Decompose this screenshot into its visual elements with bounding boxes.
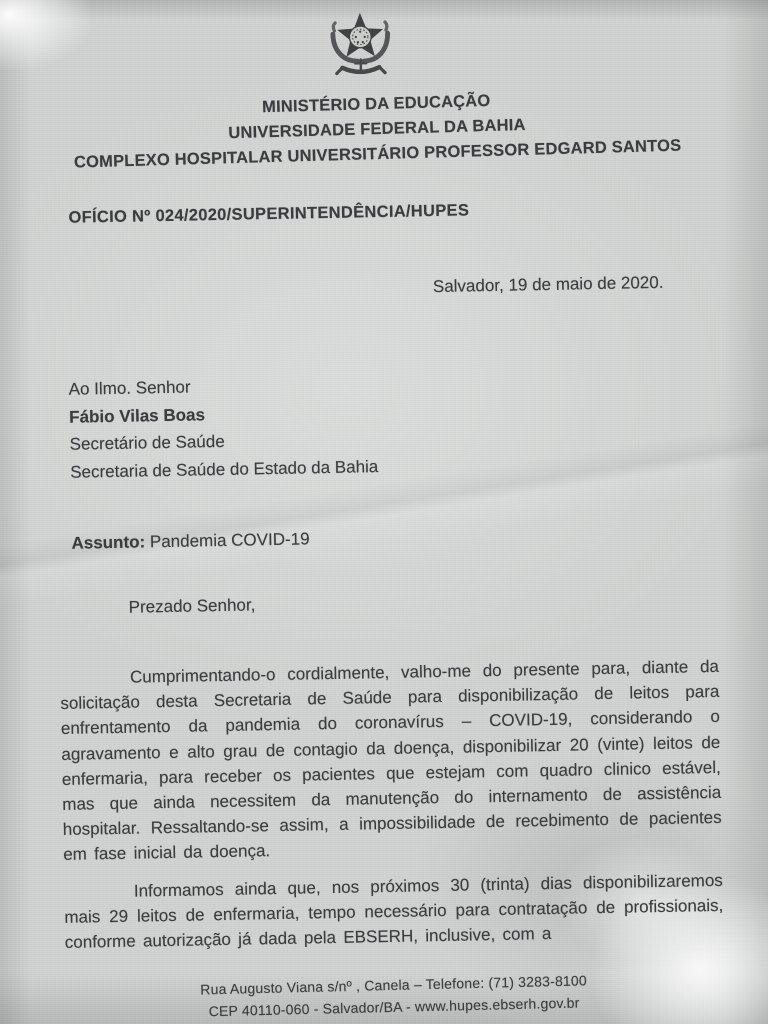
recipient-salute: Ao Ilmo. Senhor <box>68 377 191 399</box>
subject-line <box>71 529 309 553</box>
footer-cep-website: CEP 40110-060 - Salvador/BA - www.hupes.ebserh.gov.br <box>208 994 580 1020</box>
recipient-name: Fábio Vilas Boas <box>69 404 206 427</box>
recipient-role: Secretário de Saúde <box>69 431 225 454</box>
organization-header <box>26 82 728 177</box>
subject-label: Assunto: <box>71 532 146 553</box>
recipient-organization: Secretaria de Saúde do Estado da Bahia <box>70 456 379 482</box>
university-name: UNIVERSIDADE FEDERAL DA BAHIA <box>228 115 526 143</box>
letter-body <box>60 654 724 967</box>
footer-address: Rua Augusto Viana s/nº , Canela – Telefone: (71) 3283-8100 <box>200 972 588 998</box>
letterhead-footer <box>48 966 739 1024</box>
body-paragraph: Informamos ainda que, nos próximos 30 (trinta) dias disponibilizaremos mais 29 leitos de enfermaria, tempo necessário para contratação de profissionais, conforme autorização já dada pela EBSERH, inclusive, com a <box>64 870 724 952</box>
oficio-reference: OFÍCIO Nº 024/2020/SUPERINTENDÊNCIA/HUPES <box>68 201 470 227</box>
recipient-block <box>68 370 378 486</box>
subject-value: Pandemia COVID-19 <box>149 529 310 552</box>
body-paragraph: Cumprimentando-o cordialmente, valho-me do presente para, diante da solicitação desta Secretaria de Saúde para disponibilização de leitos para enfrentamento da pandemia do coronavírus – COVID-19, considerando o agravamento e alto grau de contagio da doença, disponibilizar 20 (vinte) leitos de enfermaria, para receber os pacientes que estejam com quadro clinico estável, mas que ainda necessitem da manutenção do internamento de assistência hospitalar. Ressaltando-se assim, a impossibilidade de recebimento de pacientes em fase inicial da doença. <box>60 656 722 865</box>
salutation: Prezado Senhor, <box>128 595 256 617</box>
brazil-coat-of-arms-icon <box>319 6 402 81</box>
date-line: Salvador, 19 de maio de 2020. <box>432 272 664 297</box>
ministry-name: MINISTÉRIO DA EDUCAÇÃO <box>261 91 491 117</box>
hospital-complex-name: COMPLEXO HOSPITALAR UNIVERSITÁRIO PROFESSOR EDGARD SANTOS <box>73 136 682 172</box>
